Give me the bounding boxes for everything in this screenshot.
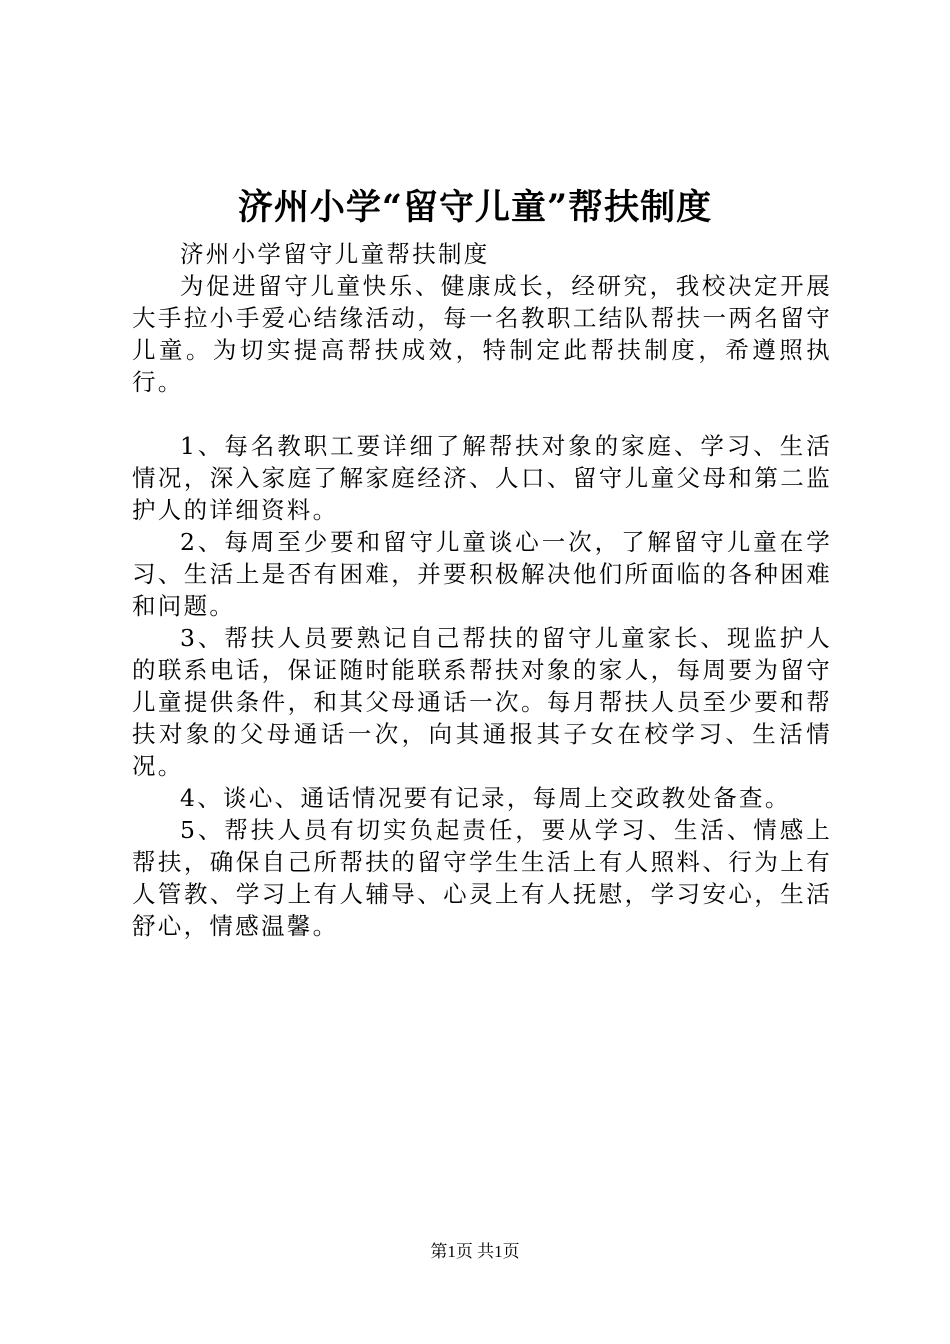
- rule-item-1: 1、每名教职工要详细了解帮扶对象的家庭、学习、生活情况，深入家庭了解家庭经济、人口、留守儿童父母和第二监护人的详细资料。: [132, 432, 832, 524]
- rule-item-4: 4、谈心、通话情况要有记录，每周上交政教处备查。: [180, 784, 791, 812]
- intro-paragraph: 为促进留守儿童快乐、健康成长，经研究，我校决定开展大手拉小手爱心结缘活动，每一名教职工结队帮扶一两名留守儿童。为切实提高帮扶成效，特制定此帮扶制度，希遵照执行。: [132, 272, 832, 396]
- rule-item-2: 2、每周至少要和留守儿童谈心一次，了解留守儿童在学习、生活上是否有困难，并要积极解决他们所面临的各种困难和问题。: [132, 528, 832, 620]
- document-title: 济州小学“留守儿童”帮扶制度: [237, 187, 713, 228]
- page-number: 第1页 共1页: [430, 1242, 520, 1261]
- document-body: [132, 238, 832, 942]
- document-subtitle: 济州小学留守儿童帮扶制度: [180, 240, 490, 268]
- rule-item-3: 3、帮扶人员要熟记自己帮扶的留守儿童家长、现监护人的联系电话，保证随时能联系帮扶对象的家人，每周要为留守儿童提供条件，和其父母通话一次。每月帮扶人员至少要和帮扶对象的父母通话一次，向其通报其子女在校学习、生活情况。: [132, 624, 832, 780]
- rule-item-5: 5、帮扶人员有切实负起责任，要从学习、生活、情感上帮扶，确保自己所帮扶的留守学生生活上有人照料、行为上有人管教、学习上有人辅导、心灵上有人抚慰，学习安心，生活舒心，情感温馨。: [132, 816, 832, 940]
